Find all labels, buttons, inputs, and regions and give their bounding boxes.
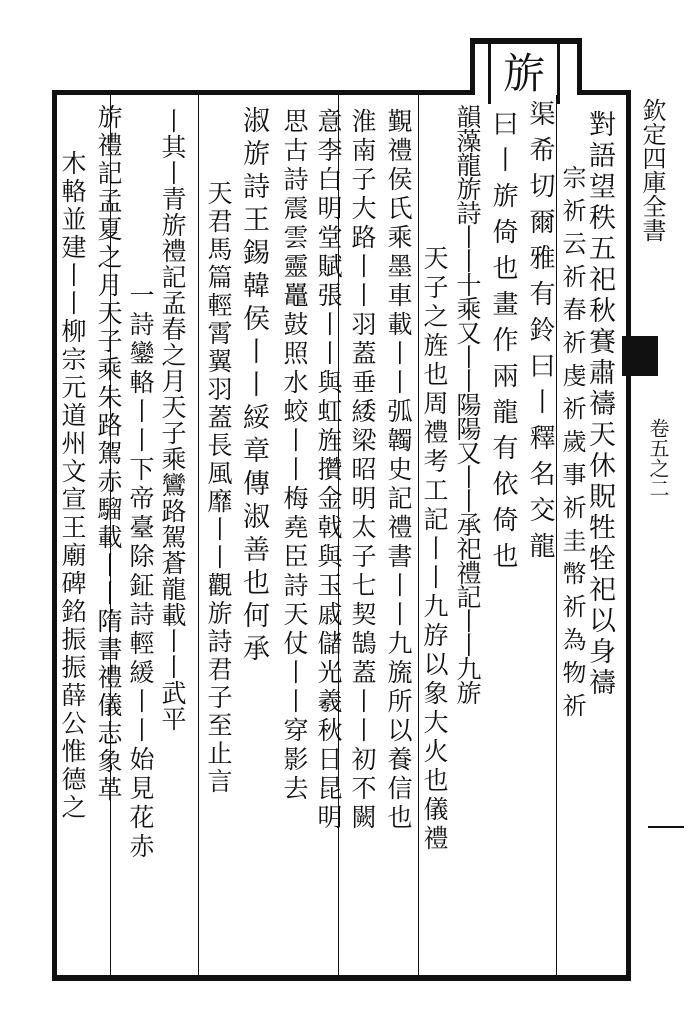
text-column: 宗祈云祈春祈虔祈歲事祈圭幣祈為物祈 [558,165,586,726]
text-column: 曰丨旂倚也畫作兩龍有依倚也 [488,110,518,578]
frame-top-right-rule [578,90,630,95]
head-character: 旂 [502,49,545,98]
margin-title: 欽定四庫全書 [638,98,666,242]
text-column: 思古詩震雲靈鼉鼓照水蛟丨丨梅堯臣詩天仗丨丨穿影去 [280,108,309,804]
column-divider [418,95,419,975]
frame-left-rule [52,90,57,981]
text-column: 渠希切爾雅有鈴曰丨釋名交龍 [525,100,555,568]
text-column: 淑旂詩王錫韓侯丨丨綏章傳淑善也何承 [238,106,269,667]
text-column: 木輅並建丨丨柳宗元道州文宣王廟碑銘振振薛公惟德之 [58,150,87,822]
frame-right-rule [626,90,631,981]
frame-bottom-rule [52,975,630,981]
text-column: 韻藻龍旂詩丨丨十乘又丨丨陽陽又丨丨承祀禮記丨丨九旂 [453,104,482,704]
text-column: 丨其丨青旂禮記孟春之月天子乘鸞路駕蒼龍載丨丨武平 [158,108,187,732]
text-column: 天子之旌也周禮考工記丨丨九斿以象大火也儀禮 [420,245,449,854]
text-column: 旂禮記孟夏之月天子乘朱路駕赤騮載丨丨隋書禮儀志象革 [94,104,123,804]
text-column: 天君馬篇輕霄翼羽蓋長風靡丨丨觀旂詩君子至止言 [204,180,233,796]
margin-tab-block [622,336,658,376]
frame-top-left-rule [56,90,474,95]
text-column: 一詩鑾輅丨丨下帝臺除鉦詩輕緩丨丨始見花赤 [126,282,155,862]
column-divider [556,95,557,975]
text-column: 覲禮侯氏乘墨車載丨丨弧韣史記禮書丨丨九旒所以養信也 [384,108,413,833]
text-column: 意李白明堂賦張丨丨與虹旌攢金戟與玉戚儲光羲秋日昆明 [314,108,343,833]
margin-tick [648,826,684,828]
head-character-box [488,44,560,104]
column-divider [198,95,199,975]
text-column: 淮南子大路丨丨羽蓋垂緌梁昭明太子七契鵠蓋丨丨初不闕 [348,108,377,833]
frame-head-right-rule [577,38,582,95]
frame-head-left-rule [470,38,475,95]
text-column: 對語望秩五祀秋賽肅禱天休貺牲牷祀以身禱 [584,110,615,699]
volume-label: 卷五之二 [646,418,670,498]
